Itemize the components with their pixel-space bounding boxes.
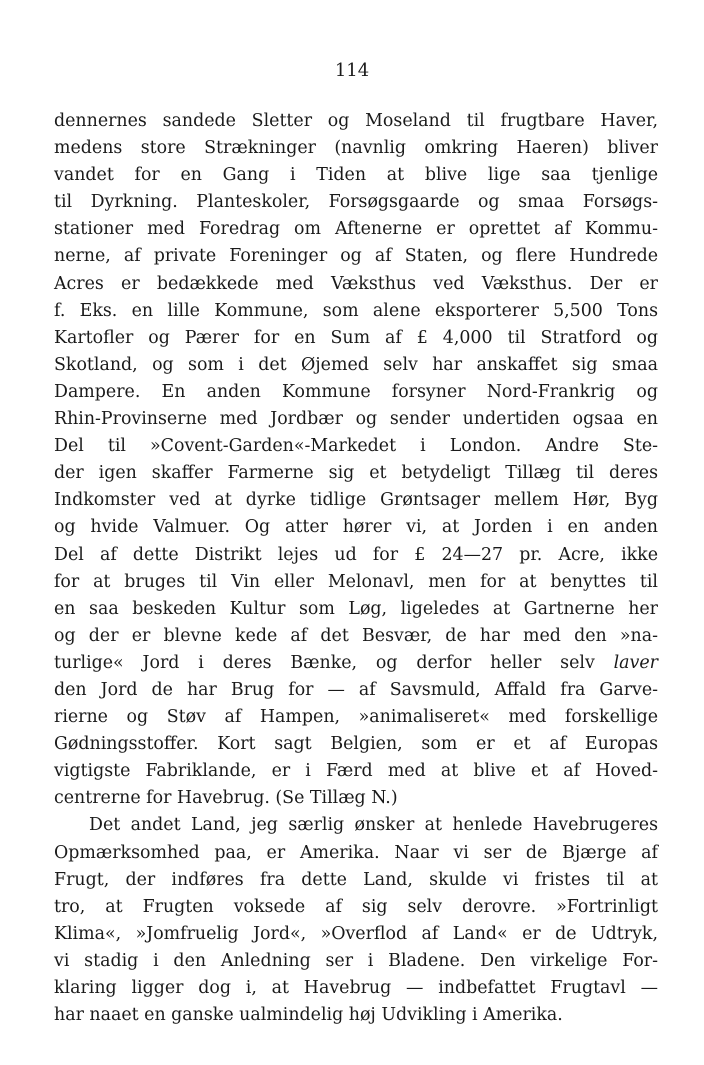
text-line: Rhin-Provinserne med Jordbær og sender undertiden ogsaa en xyxy=(54,409,658,430)
text-line: Opmærksomhed paa, er Amerika. Naar vi ser de Bjærge af xyxy=(54,842,658,863)
italic-word: laver xyxy=(613,652,658,673)
text-line: dennernes sandede Sletter og Moseland til frugtbare Haver, xyxy=(54,111,658,131)
paragraph-end-line: har naaet en ganske ualmindelig høj Udvikling i Amerika. xyxy=(54,1005,563,1026)
text-line: og hvide Valmuer. Og atter hører vi, at Jorden i en anden xyxy=(54,517,658,538)
body-text xyxy=(54,108,658,1029)
text-line: vandet for en Gang i Tiden at blive lige saa tjenlige xyxy=(54,165,658,186)
text-line: rierne og Støv af Hampen, »animaliseret« med forskellige xyxy=(54,707,658,728)
text-line: stationer med Foredrag om Aftenerne er oprettet af Kommu- xyxy=(54,219,658,240)
text-line: og der er blevne kede af det Besvær, de har med den »na- xyxy=(54,625,658,646)
text-line: for at bruges til Vin eller Melonavl, men for at benyttes til xyxy=(54,571,658,592)
text-line: Acres er bedækkede med Væksthus ved Væksthus. Der er xyxy=(54,273,658,294)
text-line-with-italic xyxy=(54,650,658,677)
text-segment: turlige« Jord i deres Bænke, og derfor heller selv xyxy=(54,652,614,673)
text-line: Dampere. En anden Kommune forsyner Nord-Frankrig og xyxy=(54,381,658,402)
paragraph-start-line: Det andet Land, jeg særlig ønsker at henlede Havebrugeres xyxy=(89,815,658,836)
text-line: Del af dette Distrikt lejes ud for £ 24—27 pr. Acre, ikke xyxy=(54,544,658,565)
text-line: der igen skaffer Farmerne sig et betydeligt Tillæg til deres xyxy=(54,463,658,484)
text-line: medens store Strækninger (navnlig omkring Haeren) bliver xyxy=(54,138,658,159)
text-line: tro, at Frugten voksede af sig selv derovre. »Fortrinligt xyxy=(54,896,658,917)
text-line: Kartofler og Pærer for en Sum af £ 4,000 til Stratford og xyxy=(54,327,658,348)
text-line: klaring ligger dog i, at Havebrug — indbefattet Frugtavl — xyxy=(54,978,658,998)
text-line: en saa beskeden Kultur som Løg, ligeledes at Gartnerne her xyxy=(54,598,658,619)
page-number: 114 xyxy=(334,60,370,81)
text-line: Skotland, og som i det Øjemed selv har anskaffet sig smaa xyxy=(54,354,658,375)
text-line: f. Eks. en lille Kommune, som alene eksporterer 5,500 Tons xyxy=(54,300,658,321)
text-line: til Dyrkning. Planteskoler, Forsøgsgaarde og smaa Forsøgs- xyxy=(54,192,658,213)
text-line: vi stadig i den Anledning ser i Bladene. Den virkelige For- xyxy=(54,950,658,971)
text-line: nerne, af private Foreninger og af Staten, og flere Hundrede xyxy=(54,246,658,267)
text-line: Frugt, der indføres fra dette Land, skulde vi fristes til at xyxy=(54,869,658,890)
text-line: Gødningsstoffer. Kort sagt Belgien, som er et af Europas xyxy=(54,734,658,755)
paragraph-end-line: centrerne for Havebrug. (Se Tillæg N.) xyxy=(54,788,398,809)
text-line: Del til »Covent-Garden«-Markedet i London. Andre Ste- xyxy=(54,436,658,457)
text-line: den Jord de har Brug for — af Savsmuld, Affald fra Garve- xyxy=(54,679,658,700)
text-line: Klima«, »Jomfruelig Jord«, »Overflod af Land« er de Udtryk, xyxy=(54,923,658,944)
text-line: vigtigste Fabriklande, er i Færd med at blive et af Hoved- xyxy=(54,761,658,782)
text-line: Indkomster ved at dyrke tidlige Grøntsager mellem Hør, Byg xyxy=(54,490,658,511)
